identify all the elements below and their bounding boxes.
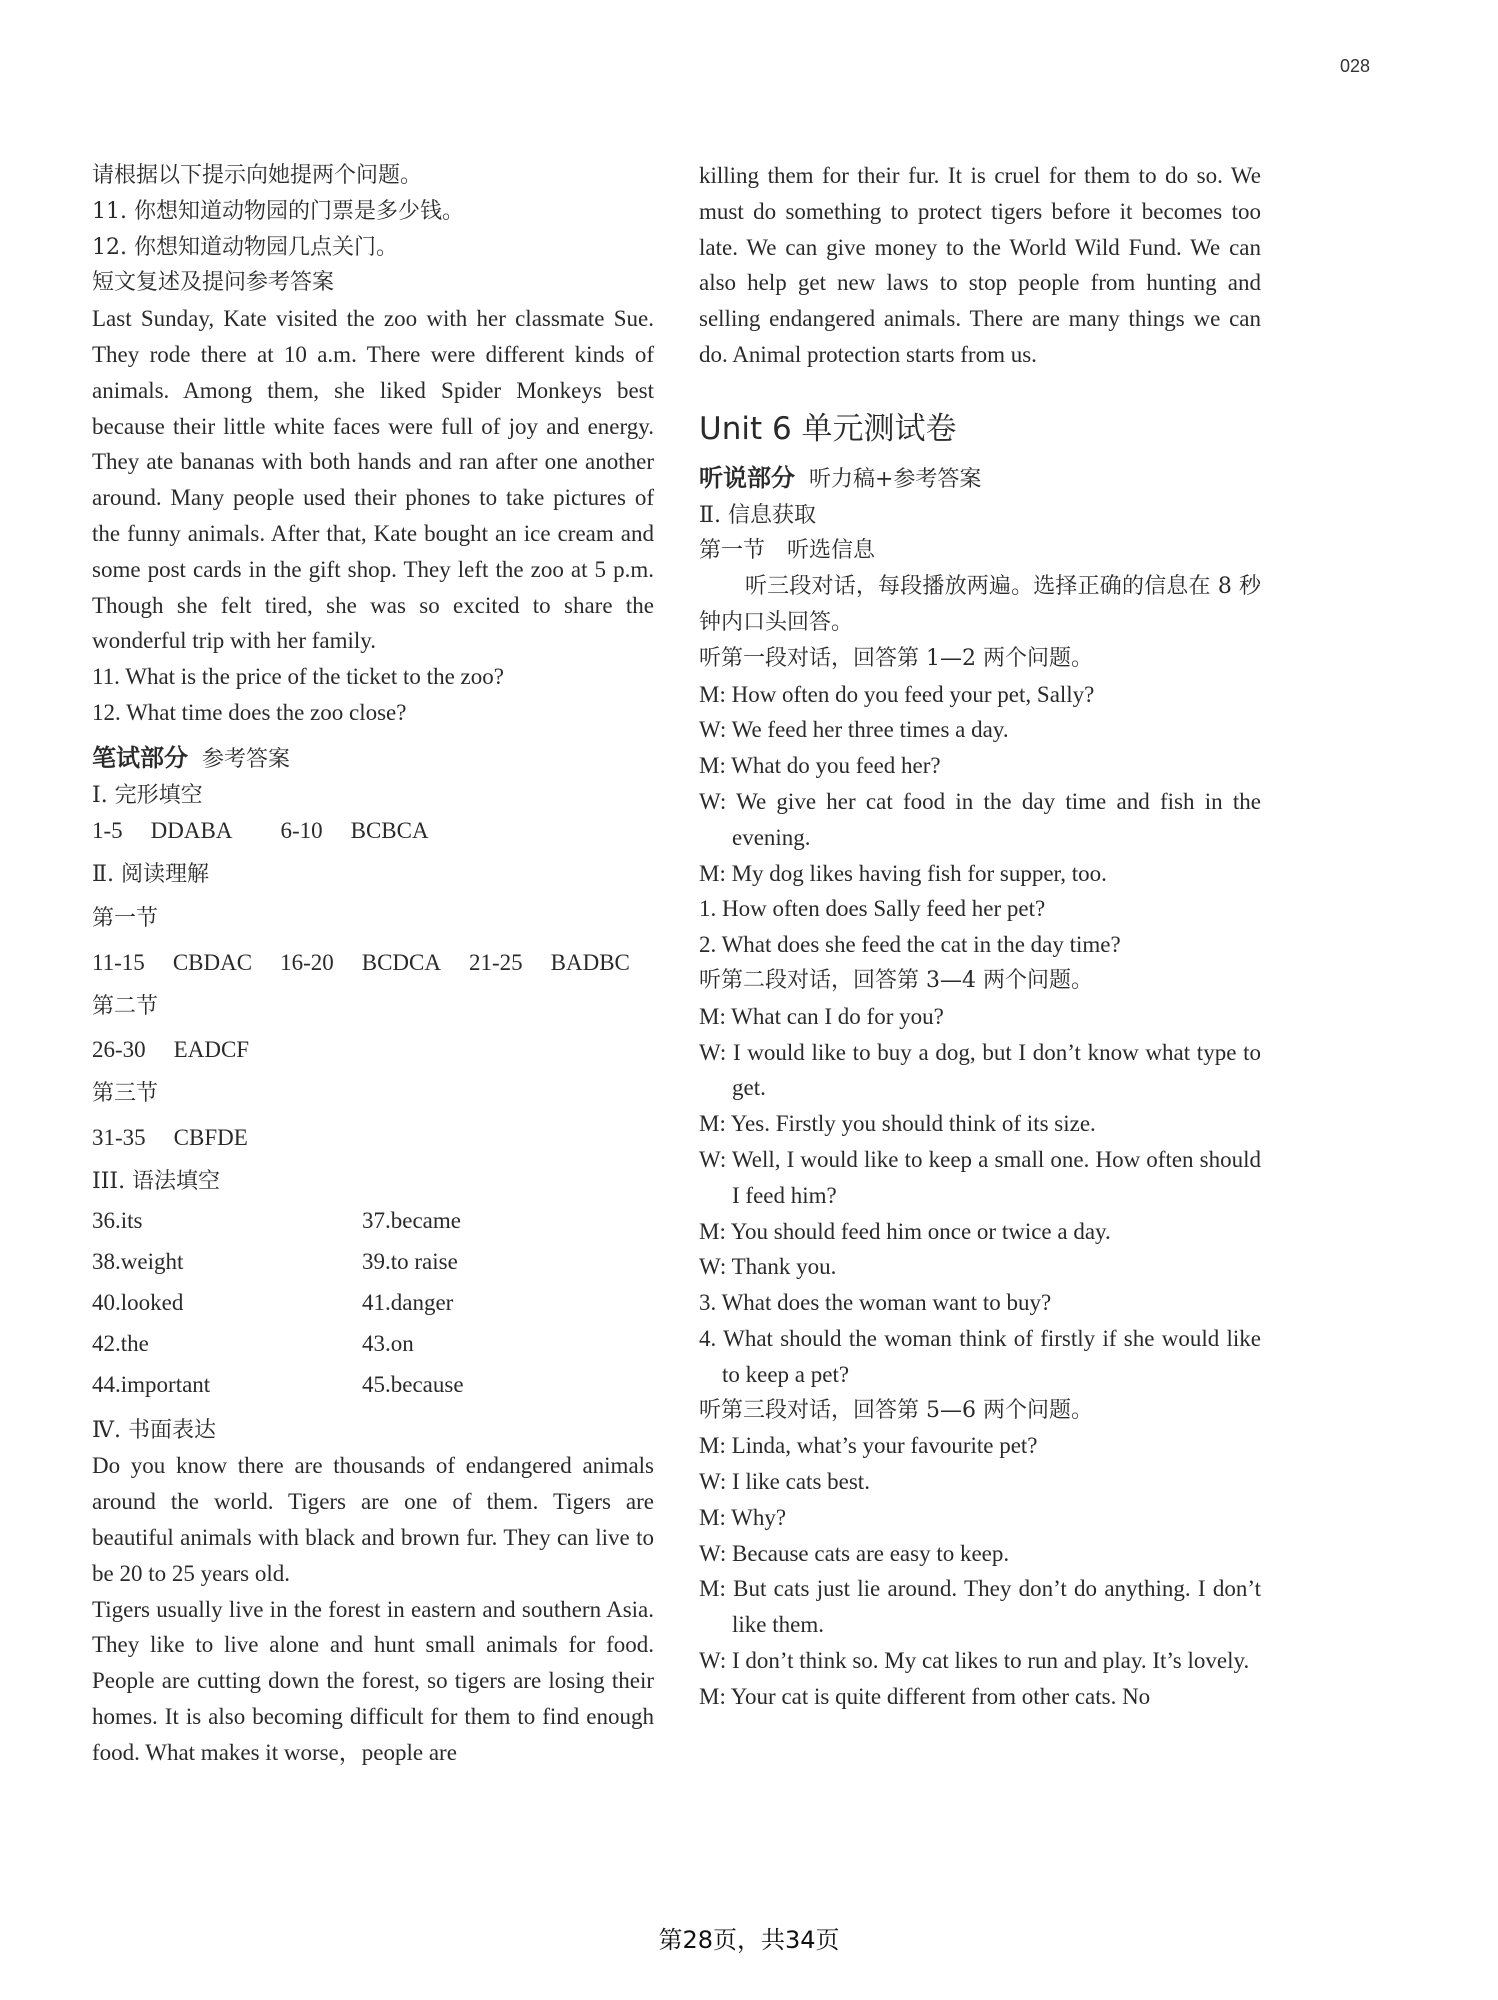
question-line: 3. What does the woman want to buy?: [699, 1290, 1052, 1316]
grammar-answers: [92, 1200, 654, 1405]
dialogue-line: W: Because cats are easy to keep.: [699, 1540, 1010, 1566]
question-12-en: 12. What time does the zoo close?: [92, 699, 407, 725]
dialogue-2-heading: 听第二段对话，回答第 3—4 两个问题。: [699, 967, 1093, 993]
essay-continuation: killing them for their fur. It is cruel for them to do so. We must do something to protect tigers before it becomes too late. We can give money to the World Wild Fund. We can also help get new laws to stop people from hunting and selling endangered animals. There are many things we can do. Animal protection starts from us.: [699, 163, 1261, 367]
reading-part-1: 第一节: [92, 905, 159, 931]
grammar-answer: 44.important: [92, 1371, 211, 1397]
grammar-answer: 42.the: [92, 1330, 149, 1356]
grammar-answer: 38.weight: [92, 1248, 184, 1274]
question-line: 4. What should the woman think of firstly if she would like to keep a pet?: [699, 1325, 1261, 1387]
reading-part-2-answers: 26-30 EADCF: [92, 1037, 250, 1063]
right-column: [699, 158, 1261, 1715]
question-12-cn: 12. 你想知道动物园几点关门。: [92, 234, 398, 260]
dialogue-line: M: Your cat is quite different from other cats. No: [699, 1683, 1151, 1709]
instruction-text: 请根据以下提示向她提两个问题。: [92, 163, 423, 188]
dialogue-line: M: What can I do for you?: [699, 1003, 944, 1029]
reading-title: Ⅱ. 阅读理解: [92, 862, 209, 888]
info-title: Ⅱ. 信息获取: [699, 502, 816, 528]
dialogue-line: W: Thank you.: [699, 1254, 837, 1280]
grammar-answer: 39.to raise: [362, 1248, 458, 1274]
grammar-answer: 45.because: [362, 1371, 464, 1397]
page-footer: 第28页，共34页: [658, 1926, 840, 1954]
grammar-answer: 40.looked: [92, 1289, 184, 1315]
cloze-title: Ⅰ. 完形填空: [92, 782, 203, 808]
grammar-answer: 43.on: [362, 1330, 414, 1356]
cloze-answers: 1-5 DDABA 6-10 BCBCA: [92, 818, 429, 844]
written-section-subtitle: 参考答案: [202, 746, 291, 772]
writing-title: Ⅳ. 书面表达: [92, 1417, 216, 1443]
listening-instruction: 听三段对话，每段播放两遍。选择正确的信息在 8 秒钟内口头回答。: [699, 574, 1261, 635]
grammar-answer: 41.danger: [362, 1289, 454, 1315]
retell-passage: Last Sunday, Kate visited the zoo with her classmate Sue. They rode there at 10 a.m. There were different kinds of animals. Among them, she liked Spider Monkeys best because their little white faces were full of joy and energy. They ate bananas with both hands and ran after one another around. Many people used their phones to take pictures of the funny animals. After that, Kate bought an ice cream and some post cards in the gift shop. They left the zoo at 5 p.m. Though she felt tired, she was so excited to share the wonderful trip with her family.: [92, 306, 654, 654]
grammar-title: III. 语法填空: [92, 1168, 221, 1194]
essay-paragraph-2: Tigers usually live in the forest in eastern and southern Asia. They like to live alone and hunt small animals for food. People are cutting down the forest, so tigers are losing their homes. It is also becoming difficult for them to find enough food. What makes it worse，people are: [92, 1596, 654, 1765]
listening-section-subtitle: 听力稿+参考答案: [809, 466, 982, 492]
dialogue-line: M: Yes. Firstly you should think of its size.: [699, 1111, 1096, 1137]
question-line: 1. How often does Sally feed her pet?: [699, 896, 1046, 922]
unit-title: Unit 6 单元测试卷: [699, 410, 957, 447]
dialogue-line: M: But cats just lie around. They don’t do anything. I don’t like them.: [699, 1576, 1261, 1638]
page-number: 028: [1340, 56, 1371, 76]
dialogue-line: W: Well, I would like to keep a small one. How often should I feed him?: [699, 1146, 1261, 1208]
dialogue-line: W: We give her cat food in the day time and fish in the evening.: [699, 788, 1261, 850]
dialogue-line: M: My dog likes having fish for supper, too.: [699, 860, 1107, 886]
dialogue-line: M: Linda, what’s your favourite pet?: [699, 1433, 1038, 1459]
reading-part-1-answers: 11-15 CBDAC 16-20 BCDCA 21-25 BADBC: [92, 949, 630, 975]
reading-part-2: 第二节: [92, 993, 159, 1019]
grammar-answer: 36.its: [92, 1207, 143, 1233]
question-11-en: 11. What is the price of the ticket to the zoo?: [92, 664, 504, 690]
dialogue-line: W: I would like to buy a dog, but I don’t know what type to get.: [699, 1039, 1261, 1101]
dialogue-line: M: You should feed him once or twice a day.: [699, 1218, 1111, 1244]
listening-section-heading: 听说部分 听力稿+参考答案: [699, 463, 982, 492]
dialogue-line: W: I don’t think so. My cat likes to run and play. It’s lovely.: [699, 1648, 1250, 1674]
dialogue-line: M: Why?: [699, 1504, 787, 1530]
reading-part-3: 第三节: [92, 1081, 159, 1107]
dialogue-1-heading: 听第一段对话，回答第 1—2 两个问题。: [699, 645, 1093, 671]
dialogue-3-heading: 听第三段对话，回答第 5—6 两个问题。: [699, 1397, 1093, 1423]
question-line: 2. What does she feed the cat in the day time?: [699, 932, 1121, 958]
essay-paragraph-1: Do you know there are thousands of endangered animals around the world. Tigers are one of them. Tigers are beautiful animals with black and brown fur. They can live to be 20 to 25 years old.: [92, 1453, 654, 1586]
reading-part-3-answers: 31-35 CBFDE: [92, 1124, 248, 1150]
dialogue-line: M: How often do you feed your pet, Sally?: [699, 681, 1095, 707]
part-1-title: 第一节 听选信息: [699, 538, 876, 564]
left-column: [92, 158, 654, 1770]
dialogue-line: M: What do you feed her?: [699, 753, 941, 779]
dialogue-line: W: We feed her three times a day.: [699, 717, 1009, 743]
written-section-heading: 笔试部分 参考答案: [92, 743, 291, 772]
question-11-cn: 11. 你想知道动物园的门票是多少钱。: [92, 198, 464, 224]
reference-answer-title: 短文复述及提问参考答案: [92, 270, 335, 296]
grammar-answer: 37.became: [362, 1207, 461, 1233]
dialogue-line: W: I like cats best.: [699, 1469, 870, 1495]
